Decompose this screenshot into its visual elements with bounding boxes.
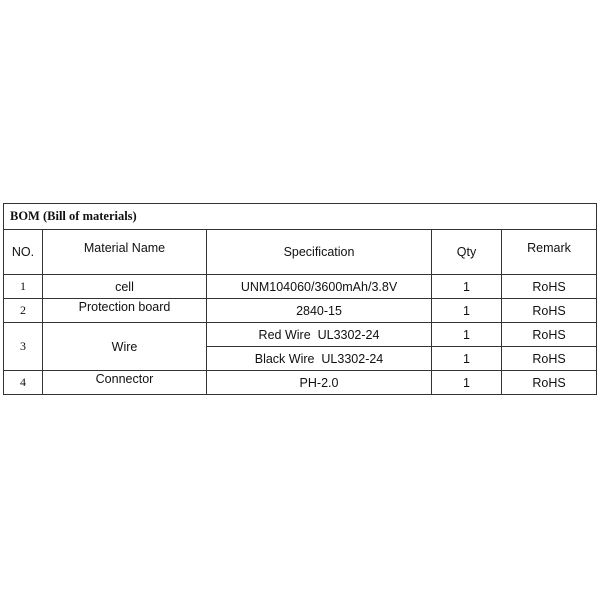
row-material-name: Protection board [43, 299, 207, 323]
row-no: 2 [4, 299, 43, 323]
row-remark: RoHS [502, 323, 597, 347]
header-remark: Remark [502, 230, 597, 275]
row-specification: 2840-15 [207, 299, 432, 323]
row-specification: Red Wire UL3302-24 [207, 323, 432, 347]
header-material-name: Material Name [43, 230, 207, 275]
row-material-name: Wire [43, 323, 207, 371]
row-specification: PH-2.0 [207, 371, 432, 395]
table-title-row [4, 204, 597, 230]
row-material-name: cell [43, 275, 207, 299]
row-qty: 1 [432, 299, 502, 323]
header-no: NO. [4, 230, 43, 275]
row-qty: 1 [432, 275, 502, 299]
row-material-name: Connector [43, 371, 207, 395]
table-row [4, 275, 597, 299]
row-no: 4 [4, 371, 43, 395]
row-specification: UNM104060/3600mAh/3.8V [207, 275, 432, 299]
row-remark: RoHS [502, 347, 597, 371]
table-title: BOM (Bill of materials) [4, 204, 597, 230]
row-no: 3 [4, 323, 43, 371]
row-qty: 1 [432, 371, 502, 395]
row-qty: 1 [432, 323, 502, 347]
row-specification: Black Wire UL3302-24 [207, 347, 432, 371]
row-remark: RoHS [502, 299, 597, 323]
table-row [4, 323, 597, 347]
header-qty: Qty [432, 230, 502, 275]
table-row [4, 299, 597, 323]
row-no: 1 [4, 275, 43, 299]
row-remark: RoHS [502, 371, 597, 395]
table-header-row [4, 230, 597, 275]
row-remark: RoHS [502, 275, 597, 299]
row-qty: 1 [432, 347, 502, 371]
table-row [4, 371, 597, 395]
header-specification: Specification [207, 230, 432, 275]
bom-table [3, 203, 597, 395]
